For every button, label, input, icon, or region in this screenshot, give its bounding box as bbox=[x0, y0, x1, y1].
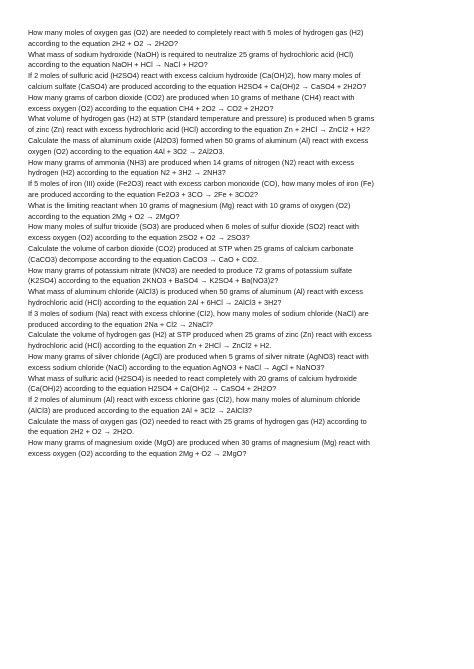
text-line: excess oxygen (O2) according to the equation 2SO2 + O2 → 2SO3? bbox=[28, 233, 250, 243]
text-line: produced according to the equation 2Na + Cl2 → 2NaCl? bbox=[28, 319, 213, 329]
text-line: How many grams of ammonia (NH3) are produced when 14 grams of nitrogen (N2) react with excess bbox=[28, 157, 355, 167]
text-line: What mass of sodium hydroxide (NaOH) is required to neutralize 25 grams of hydrochloric acid (HCl) bbox=[28, 49, 354, 59]
text-line: according to the equation NaOH + HCl → NaCl + H2O? bbox=[28, 60, 208, 70]
text-line: If 2 moles of aluminum (Al) react with excess chlorine gas (Cl2), how many moles of aluminum chloride bbox=[28, 395, 361, 405]
text-line: What mass of aluminum chloride (AlCl3) is produced when 50 grams of aluminum (Al) react with excess bbox=[28, 287, 363, 297]
text-line: If 2 moles of sulfuric acid (H2SO4) react with excess calcium hydroxide (Ca(OH)2), how many moles of bbox=[28, 71, 361, 81]
text-line: How many grams of silver chloride (AgCl) are produced when 5 grams of silver nitrate (AgNO3) react with bbox=[28, 351, 369, 361]
text-line: oxygen (O2) according to the equation 4Al + 3O2 → 2Al2O3. bbox=[28, 146, 225, 156]
text-line: excess sodium chloride (NaCl) according to the equation AgNO3 + NaCl → AgCl + NaNO3? bbox=[28, 362, 325, 372]
text-line: excess oxygen (O2) according to the equation 2Mg + O2 → 2MgO? bbox=[28, 449, 247, 459]
text-line: the equation 2H2 + O2 → 2H2O. bbox=[28, 427, 135, 437]
text-line: How many grams of potassium nitrate (KNO3) are needed to produce 72 grams of potassium sulfate bbox=[28, 265, 353, 275]
text-line: Calculate the mass of oxygen gas (O2) needed to react with 25 grams of hydrogen gas (H2) according to bbox=[28, 416, 367, 426]
text-line: according to the equation 2Mg + O2 → 2MgO? bbox=[28, 211, 180, 221]
text-line: Calculate the volume of hydrogen gas (H2) at STP produced when 25 grams of zinc (Zn) react with excess bbox=[28, 330, 372, 340]
text-line: (AlCl3) are produced according to the equation 2Al + 3Cl2 → 2AlCl3? bbox=[28, 405, 253, 415]
text-line: hydrochloric acid (HCl) according to the equation Zn + 2HCl → ZnCl2 + H2. bbox=[28, 341, 272, 351]
text-line: If 5 moles of iron (III) oxide (Fe2O3) react with excess carbon monoxide (CO), how many moles of iron (Fe) bbox=[28, 179, 374, 189]
text-line: of zinc (Zn) react with excess hydrochloric acid (HCl) according to the equation Zn + 2HCl → ZnCl2 + H2? bbox=[28, 125, 370, 135]
text-line: What is the limiting reactant when 10 grams of magnesium (Mg) react with 10 grams of oxygen (O2) bbox=[28, 200, 351, 210]
text-line: (K2SO4) according to the equation 2KNO3 + BaSO4 → K2SO4 + Ba(NO3)2? bbox=[28, 276, 279, 286]
text-line: How many moles of oxygen gas (O2) are needed to completely react with 5 moles of hydrogen gas (H2) bbox=[28, 28, 364, 37]
text-line: hydrogen (H2) according to the equation N2 + 3H2 → 2NH3? bbox=[28, 168, 226, 178]
text-line: calcium sulfate (CaSO4) are produced according to the equation H2SO4 + Ca(OH)2 → CaSO4 + 2H2O? bbox=[28, 81, 367, 91]
text-line: excess oxygen (O2) according to the equation CH4 + 2O2 → CO2 + 2H2O? bbox=[28, 103, 274, 113]
text-line: (CaCO3) decompose according to the equation CaCO3 → CaO + CO2. bbox=[28, 254, 259, 264]
text-line: (Ca(OH)2) according to the equation H2SO4 + Ca(OH)2 → CaSO4 + 2H2O? bbox=[28, 384, 277, 394]
text-line: What volume of hydrogen gas (H2) at STP (standard temperature and pressure) is produced when 5 grams bbox=[28, 114, 375, 124]
text-line: Calculate the volume of carbon dioxide (CO2) produced at STP when 25 grams of calcium carbonate bbox=[28, 243, 354, 253]
text-line: Calculate the mass of aluminum oxide (Al2O3) formed when 50 grams of aluminum (Al) react with excess bbox=[28, 135, 369, 145]
text-line: How many moles of sulfur trioxide (SO3) are produced when 6 moles of sulfur dioxide (SO2) react with bbox=[28, 222, 359, 232]
question-text-block bbox=[28, 28, 458, 460]
text-line: hydrochloric acid (HCl) according to the equation 2Al + 6HCl → 2AlCl3 + 3H2? bbox=[28, 297, 282, 307]
text-line: How many grams of magnesium oxide (MgO) are produced when 30 grams of magnesium (Mg) react with bbox=[28, 438, 370, 448]
text-line: How many grams of carbon dioxide (CO2) are produced when 10 grams of methane (CH4) react with bbox=[28, 92, 355, 102]
text-line: are produced according to the equation Fe2O3 + 3CO → 2Fe + 3CO2? bbox=[28, 189, 258, 199]
text-line: If 3 moles of sodium (Na) react with excess chlorine (Cl2), how many moles of sodium chloride (NaCl) are bbox=[28, 308, 369, 318]
text-line: What mass of sulfuric acid (H2SO4) is needed to react completely with 20 grams of calcium hydroxide bbox=[28, 373, 357, 383]
text-line: according to the equation 2H2 + O2 → 2H2O? bbox=[28, 38, 178, 48]
